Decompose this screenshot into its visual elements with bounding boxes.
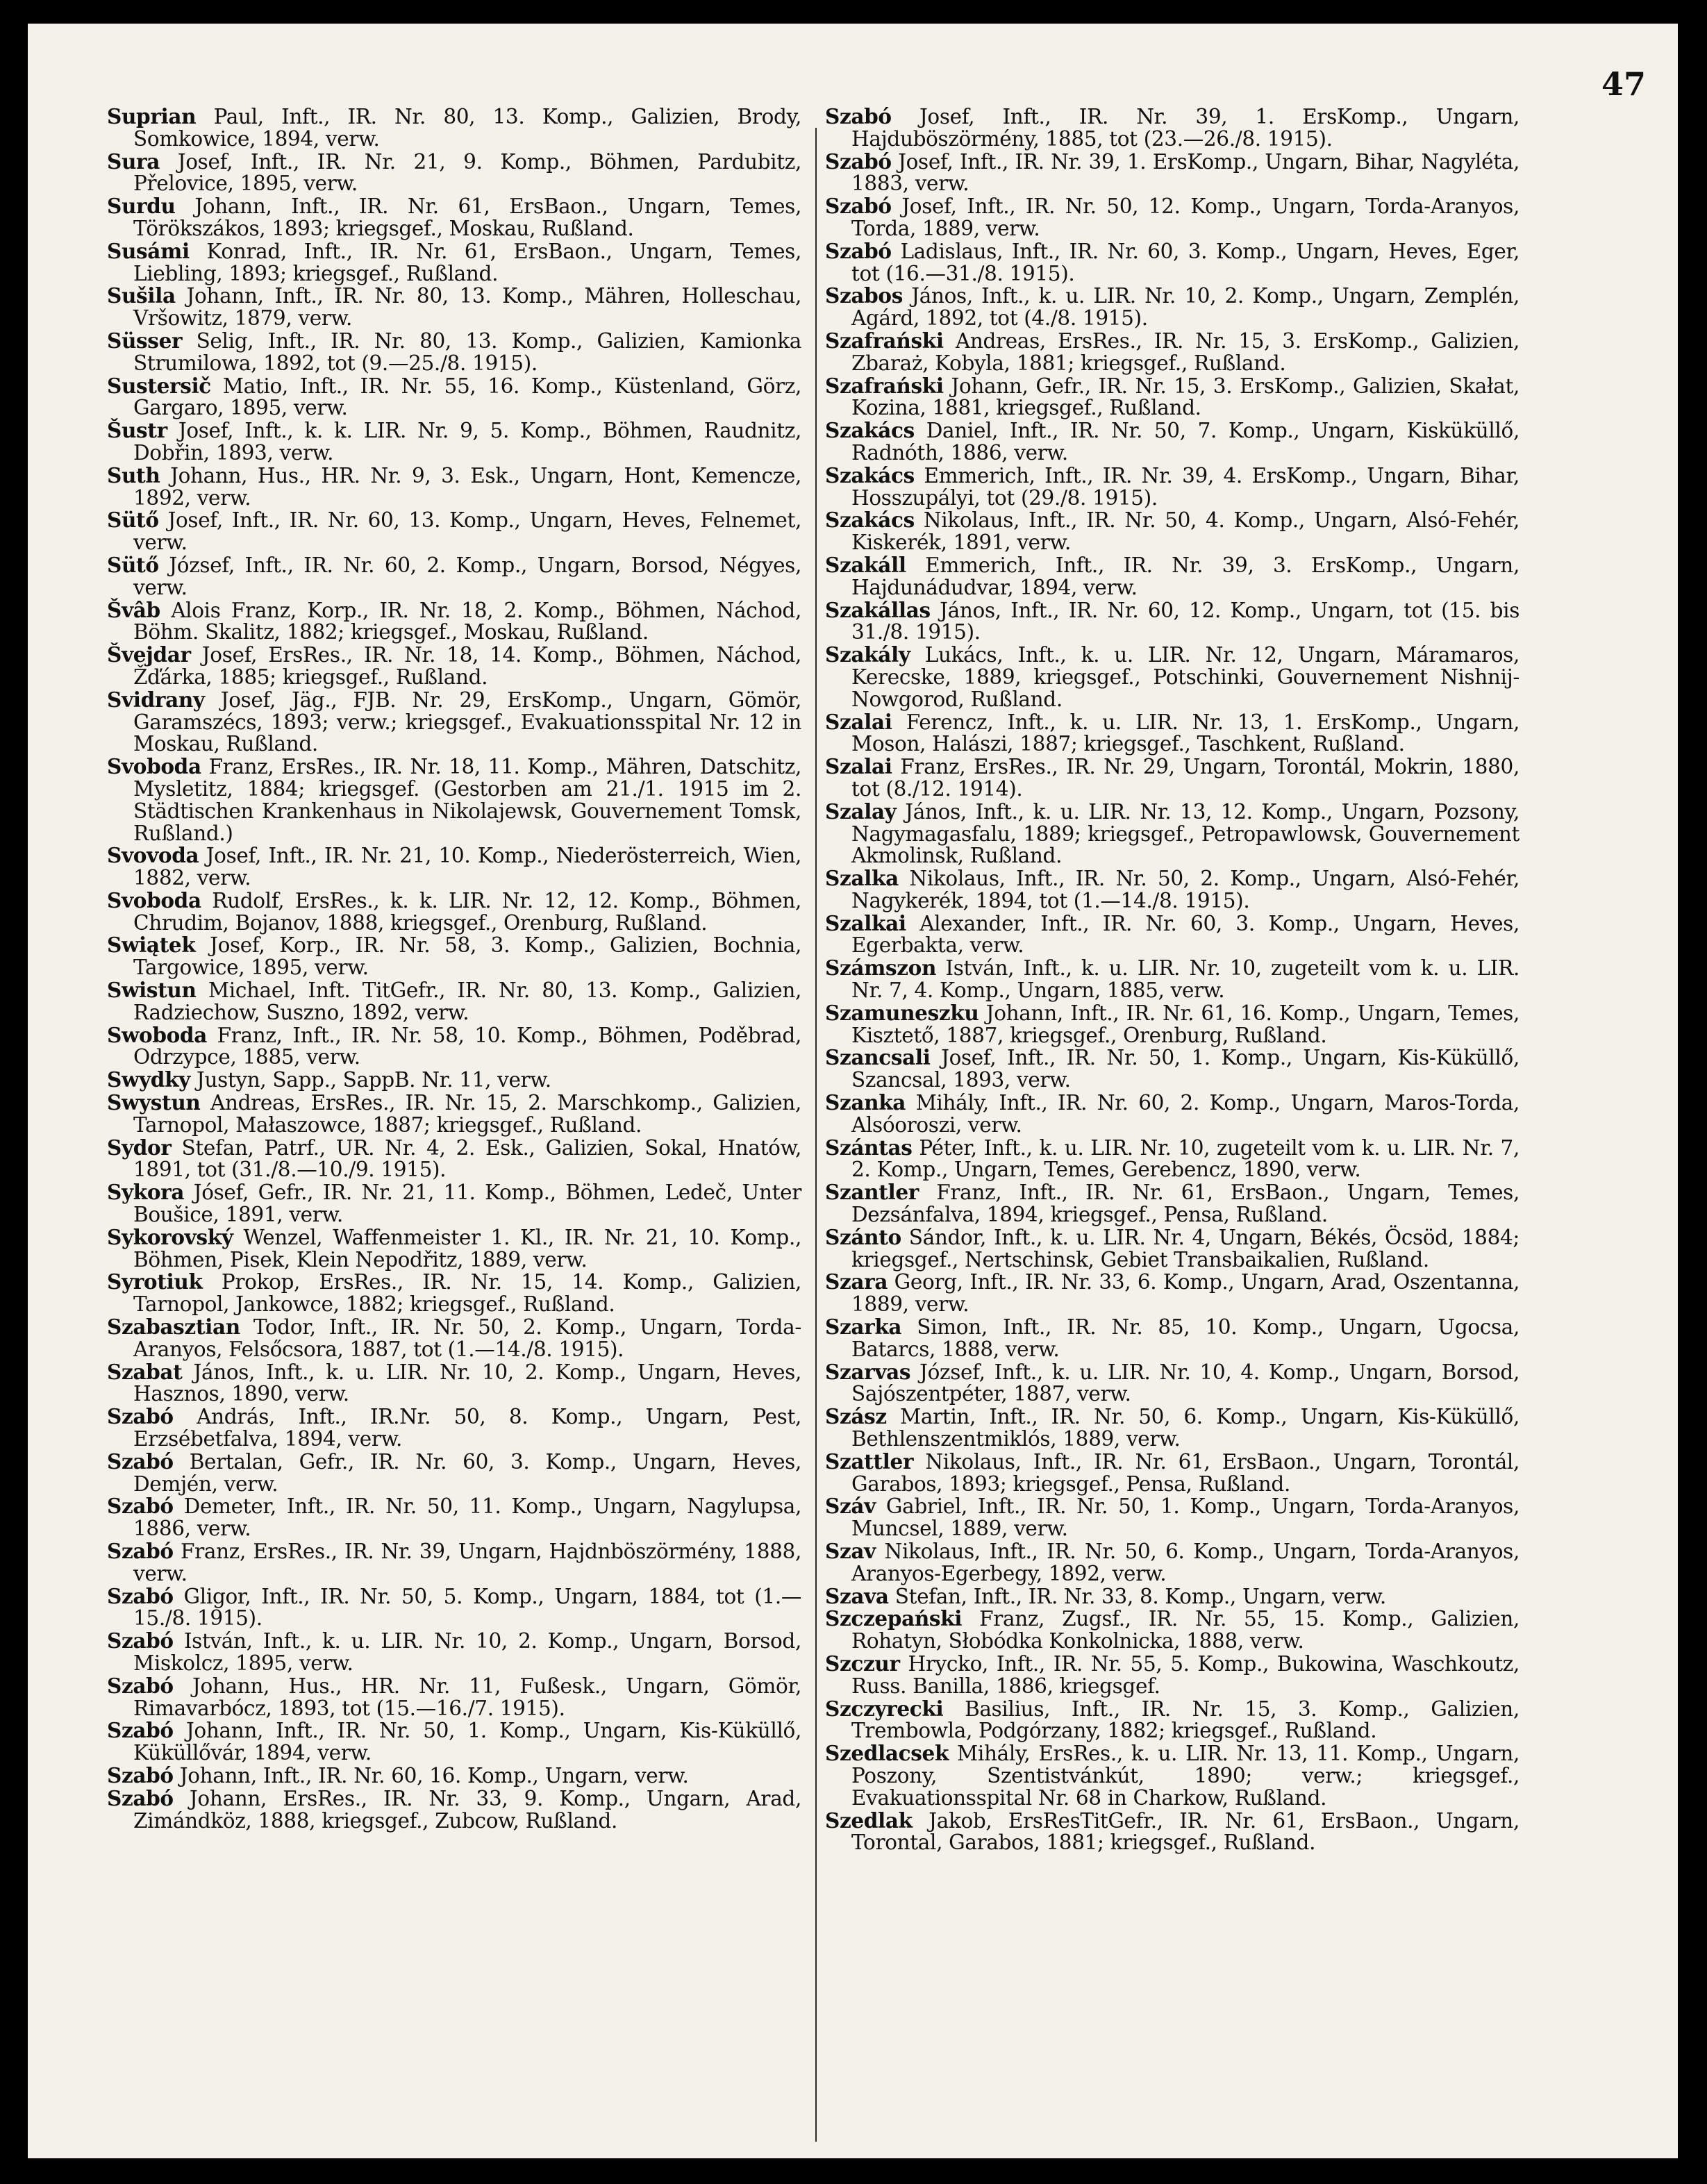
entry-surname: Sustersič bbox=[107, 373, 211, 398]
entry-surname: Švâb bbox=[107, 597, 160, 622]
list-entry bbox=[107, 1675, 801, 1720]
list-entry bbox=[825, 1181, 1519, 1226]
list-entry bbox=[825, 1271, 1519, 1316]
entry-details: Johann, Gefr., IR. Nr. 15, 3. ErsKomp., Galizien, Skałat, Kozina, 1881, kriegsgef., Rußland. bbox=[851, 374, 1519, 420]
entry-details: József, Inft., k. u. LIR. Nr. 10, 4. Komp., Ungarn, Borsod, Sajószentpéter, 1887, verw. bbox=[851, 1360, 1519, 1406]
list-entry bbox=[107, 644, 801, 689]
entry-details: Franz, ErsRes., IR. Nr. 39, Ungarn, Hajdnböszörmény, 1888, verw. bbox=[133, 1540, 801, 1585]
entry-surname: Sura bbox=[107, 149, 160, 174]
list-entry bbox=[107, 419, 801, 465]
entry-surname: Szalai bbox=[825, 754, 892, 779]
entry-details: Josef, Korp., IR. Nr. 58, 3. Komp., Galizien, Bochnia, Targowice, 1895, verw. bbox=[133, 933, 801, 980]
entry-details: Nikolaus, Inft., IR. Nr. 50, 4. Komp., Ungarn, Alsó-Fehér, Kiskerék, 1891, verw. bbox=[851, 508, 1519, 555]
entry-surname: Svoboda bbox=[107, 887, 201, 912]
entry-details: Johann, ErsRes., IR. Nr. 33, 9. Komp., Ungarn, Arad, Zimándköz, 1888, kriegsgef., Zubcow, Rußland. bbox=[133, 1786, 801, 1833]
entry-surname: Szabasztian bbox=[107, 1315, 240, 1340]
entry-details: Josef, Inft., IR. Nr. 50, 12. Komp., Ungarn, Torda-Aranyos, Torda, 1889, verw. bbox=[851, 194, 1519, 240]
list-entry bbox=[107, 330, 801, 375]
entry-surname: Szabó bbox=[107, 1449, 174, 1474]
entry-surname: Szattler bbox=[825, 1449, 914, 1474]
list-entry bbox=[825, 644, 1519, 710]
entry-details: János, Inft., k. u. LIR. Nr. 10, 2. Komp., Ungarn, Heves, Hasznos, 1890, verw. bbox=[133, 1360, 801, 1406]
entry-surname: Szász bbox=[825, 1404, 887, 1429]
entry-surname: Szakáll bbox=[825, 552, 906, 577]
list-entry bbox=[825, 240, 1519, 285]
entry-details: Bertalan, Gefr., IR. Nr. 60, 3. Komp., Ungarn, Heves, Demjén, verw. bbox=[133, 1449, 801, 1496]
entry-surname: Szara bbox=[825, 1269, 888, 1294]
entry-surname: Sütő bbox=[107, 552, 159, 577]
entry-details: Josef, Inft., IR. Nr. 50, 1. Komp., Ungarn, Kis-Küküllő, Szancsal, 1893, verw. bbox=[851, 1046, 1519, 1092]
list-entry bbox=[107, 1762, 801, 1787]
list-entry bbox=[107, 887, 801, 935]
entry-details: Nikolaus, Inft., IR. Nr. 61, ErsBaon., Ungarn, Torontál, Garabos, 1893; kriegsgef., Pensa, Rußland. bbox=[851, 1449, 1519, 1496]
entry-details: Franz, ErsRes., IR. Nr. 29, Ungarn, Torontál, Mokrin, 1880, tot (8./12. 1914). bbox=[851, 755, 1519, 801]
entry-details: Mihály, Inft., IR. Nr. 60, 2. Komp., Ungarn, Maros-Torda, Alsóoroszi, verw. bbox=[851, 1091, 1519, 1137]
entry-details: Basilius, Inft., IR. Nr. 15, 3. Komp., Galizien, Trembowla, Podgórzany, 1882; kriegsgef., Rußland. bbox=[851, 1697, 1519, 1743]
entry-surname: Szarvas bbox=[825, 1359, 911, 1384]
list-entry bbox=[107, 1024, 801, 1069]
entry-surname: Szabó bbox=[107, 1404, 174, 1429]
entry-surname: Szabó bbox=[107, 1583, 174, 1608]
entry-details: Alexander, Inft., IR. Nr. 60, 3. Komp., Ungarn, Heves, Egerbakta, verw. bbox=[851, 911, 1519, 958]
entry-details: Ferencz, Inft., k. u. LIR. Nr. 13, 1. ErsKomp., Ungarn, Moson, Halászi, 1887; kriegsgef., Taschkent, Rußland. bbox=[851, 710, 1519, 756]
entry-surname: Szafrański bbox=[825, 328, 944, 353]
entry-details: Johann, Hus., HR. Nr. 9, 3. Esk., Ungarn, Hont, Kemencze, 1892, verw. bbox=[133, 463, 801, 510]
list-entry bbox=[825, 330, 1519, 375]
entry-details: János, Inft., k. u. LIR. Nr. 13, 12. Komp., Ungarn, Pozsony, Nagymagasfalu, 1889; kriegsgef., Petropawlowsk, Gouvernement Akmolinsk, Rußland. bbox=[851, 799, 1519, 868]
entry-details: Wenzel, Waffenmeister 1. Kl., IR. Nr. 21, 10. Komp., Böhmen, Pisek, Klein Nepodřitz, 1889, verw. bbox=[133, 1225, 801, 1272]
entry-surname: Swystun bbox=[107, 1090, 201, 1115]
list-entry bbox=[107, 1316, 801, 1361]
entry-surname: Szav bbox=[825, 1539, 876, 1563]
entry-details: Johann, Inft., IR. Nr. 61, ErsBaon., Ungarn, Temes, Törökszákos, 1893; kriegsgef., Moskau, Rußland. bbox=[133, 194, 801, 240]
list-entry bbox=[107, 1719, 801, 1765]
entry-details: Josef, ErsRes., IR. Nr. 18, 14. Komp., Böhmen, Náchod, Žďárka, 1885; kriegsgef., Rußland. bbox=[133, 643, 801, 689]
entry-details: Josef, Jäg., FJB. Nr. 29, ErsKomp., Ungarn, Gömör, Garamszécs, 1893; verw.; kriegsgef., Evakuationsspital Nr. 12 in Moskau, Rußland. bbox=[133, 687, 801, 756]
entry-details: Daniel, Inft., IR. Nr. 50, 7. Komp., Ungarn, Kisküküllő, Radnóth, 1886, verw. bbox=[851, 419, 1519, 465]
entry-details: Emmerich, Inft., IR. Nr. 39, 3. ErsKomp., Ungarn, Hajdunádudvar, 1894, verw. bbox=[851, 553, 1519, 599]
list-entry bbox=[825, 375, 1519, 420]
entry-details: Franz, ErsRes., IR. Nr. 18, 11. Komp., Mähren, Datschitz, Mysletitz, 1884; kriegsgef. (Gestorben am 21./1. 1915 im 2. Städtischen Krankenhaus in Nikolajewsk, Gouvernement Tomsk, Rußland.) bbox=[133, 755, 801, 845]
list-entry bbox=[825, 1361, 1519, 1406]
entry-surname: Sykorovský bbox=[107, 1224, 233, 1249]
list-entry bbox=[107, 462, 801, 510]
entry-details: Ladislaus, Inft., IR. Nr. 60, 3. Komp., Ungarn, Heves, Eger, tot (16.—31./8. 1915). bbox=[851, 239, 1519, 285]
entry-surname: Szabat bbox=[107, 1359, 183, 1384]
list-entry bbox=[825, 756, 1519, 801]
list-entry bbox=[107, 689, 801, 756]
entry-surname: Szabó bbox=[107, 1785, 174, 1810]
entry-details: Jósef, Gefr., IR. Nr. 21, 11. Komp., Böhmen, Ledeč, Unter Boušice, 1891, verw. bbox=[133, 1181, 801, 1227]
list-entry bbox=[825, 1406, 1519, 1451]
entry-surname: Szakács bbox=[825, 418, 915, 443]
entry-surname: Swistun bbox=[107, 978, 197, 1003]
list-entry bbox=[107, 844, 801, 890]
right-column bbox=[825, 106, 1519, 1854]
entry-surname: Szakács bbox=[825, 462, 915, 487]
list-entry bbox=[825, 106, 1519, 151]
list-entry bbox=[107, 979, 801, 1024]
entry-surname: Szczyrecki bbox=[825, 1696, 944, 1721]
entry-surname: Szabó bbox=[825, 104, 892, 128]
entry-surname: Szakály bbox=[825, 642, 910, 667]
list-entry bbox=[825, 1698, 1519, 1743]
entry-details: Todor, Inft., IR. Nr. 50, 2. Komp., Ungarn, Torda-Aranyos, Felsőcsora, 1887, tot (1.—14./8. 1915). bbox=[133, 1315, 801, 1361]
entry-surname: Szalai bbox=[825, 709, 892, 734]
entry-details: Gabriel, Inft., IR. Nr. 50, 1. Komp., Ungarn, Torda-Aranyos, Muncsel, 1889, verw. bbox=[851, 1494, 1519, 1541]
entry-surname: Szabó bbox=[107, 1628, 174, 1653]
entry-surname: Szedlak bbox=[825, 1808, 913, 1833]
entry-details: Johann, Inft., IR. Nr. 60, 16. Komp., Ungarn, verw. bbox=[173, 1763, 689, 1787]
entry-details: Michael, Inft. TitGefr., IR. Nr. 80, 13. Komp., Galizien, Radziechow, Suszno, 1892, verw. bbox=[133, 978, 801, 1024]
entry-surname: Szalay bbox=[825, 799, 897, 824]
entry-surname: Szántas bbox=[825, 1135, 913, 1160]
entry-details: Johann, Inft., IR. Nr. 80, 13. Komp., Mähren, Holleschau, Vršowitz, 1879, verw. bbox=[133, 284, 801, 331]
list-entry bbox=[107, 1451, 801, 1496]
entry-details: István, Inft., k. u. LIR. Nr. 10, zugeteilt vom k. u. LIR. Nr. 7, 4. Komp., Ungarn, 1885, verw. bbox=[851, 956, 1519, 1003]
entry-details: János, Inft., IR. Nr. 60, 12. Komp., Ungarn, tot (15. bis 31./8. 1915). bbox=[851, 598, 1519, 644]
entry-surname: Swoboda bbox=[107, 1022, 207, 1047]
list-entry bbox=[107, 1787, 801, 1833]
entry-surname: Szabó bbox=[107, 1762, 174, 1787]
list-entry bbox=[107, 1092, 801, 1137]
column-divider bbox=[815, 128, 817, 2142]
list-entry bbox=[107, 1630, 801, 1675]
entry-details: Andreas, ErsRes., IR. Nr. 15, 2. Marschkomp., Galizien, Tarnopol, Małaszowce, 1887; kriegsgef., Rußland. bbox=[133, 1091, 801, 1137]
list-entry bbox=[825, 151, 1519, 196]
entry-surname: Sütő bbox=[107, 508, 159, 533]
entry-surname: Susámi bbox=[107, 238, 190, 263]
entry-details: Josef, Inft., IR. Nr. 39, 1. ErsKomp., Ungarn, Hajduböszörmény, 1885, tot (23.—26./8. 1915). bbox=[851, 105, 1519, 151]
entry-surname: Szabó bbox=[107, 1673, 174, 1698]
list-entry bbox=[825, 195, 1519, 240]
entry-surname: Szalka bbox=[825, 866, 899, 891]
list-entry bbox=[825, 462, 1519, 510]
list-entry bbox=[825, 957, 1519, 1002]
entry-details: Rudolf, ErsRes., k. k. LIR. Nr. 12, 12. Komp., Böhmen, Chrudim, Bojanov, 1888, kriegsgef., Orenburg, Rußland. bbox=[133, 888, 801, 935]
entry-surname: Swydky bbox=[107, 1067, 190, 1092]
list-entry bbox=[107, 1406, 801, 1451]
list-entry bbox=[107, 599, 801, 644]
entry-details: Georg, Inft., IR. Nr. 33, 6. Komp., Ungarn, Arad, Oszentanna, 1889, verw. bbox=[851, 1270, 1519, 1317]
entry-surname: Számszon bbox=[825, 956, 937, 981]
list-entry bbox=[107, 285, 801, 330]
list-entry bbox=[825, 1137, 1519, 1182]
entry-surname: Šustr bbox=[107, 418, 167, 443]
entry-surname: Szabó bbox=[825, 149, 892, 174]
list-entry bbox=[107, 1069, 801, 1092]
entry-surname: Švejdar bbox=[107, 642, 191, 667]
list-entry bbox=[825, 285, 1519, 330]
entry-details: Alois Franz, Korp., IR. Nr. 18, 2. Komp., Böhmen, Náchod, Böhm. Skalitz, 1882; kriegsgef., Moskau, Rußland. bbox=[133, 598, 801, 644]
list-entry bbox=[825, 1092, 1519, 1137]
entry-details: Josef, Inft., IR. Nr. 21, 10. Komp., Niederösterreich, Wien, 1882, verw. bbox=[133, 844, 801, 890]
entry-surname: Svidrany bbox=[107, 687, 205, 712]
entry-details: Josef, Inft., IR. Nr. 39, 1. ErsKomp., Ungarn, Bihar, Nagyléta, 1883, verw. bbox=[851, 149, 1519, 196]
list-entry bbox=[825, 1316, 1519, 1361]
entry-surname: Swiątek bbox=[107, 933, 196, 958]
entry-details: Mihály, ErsRes., k. u. LIR. Nr. 13, 11. Komp., Ungarn, Poszony, Szentistvánkút, 1890; verw.; kriegsgef., Evakuationsspital Nr. 68 in Charkow, Rußland. bbox=[851, 1742, 1519, 1810]
list-entry bbox=[107, 1495, 801, 1540]
entry-surname: Syrotiuk bbox=[107, 1269, 203, 1294]
list-entry bbox=[107, 151, 801, 196]
list-entry bbox=[107, 509, 801, 554]
entry-details: Nikolaus, Inft., IR. Nr. 50, 6. Komp., Ungarn, Torda-Aranyos, Aranyos-Egerbegy, 1892, verw. bbox=[851, 1540, 1519, 1585]
entry-details: Paul, Inft., IR. Nr. 80, 13. Komp., Galizien, Brody, Somkowice, 1894, verw. bbox=[133, 105, 801, 151]
list-entry bbox=[825, 419, 1519, 465]
entry-surname: Szabó bbox=[825, 238, 892, 263]
list-entry bbox=[825, 1451, 1519, 1496]
list-entry bbox=[107, 1181, 801, 1226]
entry-surname: Sykora bbox=[107, 1180, 185, 1205]
list-entry bbox=[107, 375, 801, 420]
list-entry bbox=[107, 240, 801, 285]
list-entry bbox=[107, 195, 801, 240]
entry-details: Nikolaus, Inft., IR. Nr. 50, 2. Komp., Ungarn, Alsó-Fehér, Nagykerék, 1894, tot (1.—14./8. 1915). bbox=[851, 867, 1519, 912]
entry-surname: Surdu bbox=[107, 194, 176, 219]
entry-surname: Szanka bbox=[825, 1090, 906, 1115]
entry-details: Prokop, ErsRes., IR. Nr. 15, 14. Komp., Galizien, Tarnopol, Jankowce, 1882; kriegsgef., Rußland. bbox=[133, 1270, 801, 1317]
entry-details: Konrad, Inft., IR. Nr. 61, ErsBaon., Ungarn, Temes, Liebling, 1893; kriegsgef., Rußland. bbox=[133, 239, 801, 285]
list-entry bbox=[825, 509, 1519, 554]
entry-details: Johann, Inft., IR. Nr. 61, 16. Komp., Ungarn, Temes, Kisztető, 1887, kriegsgef., Orenburg, Rußland. bbox=[851, 1001, 1519, 1047]
entry-surname: Szafrański bbox=[825, 373, 944, 398]
entry-details: Jakob, ErsResTitGefr., IR. Nr. 61, ErsBaon., Ungarn, Torontal, Garabos, 1881; kriegsgef., Rußland. bbox=[851, 1808, 1519, 1855]
entry-details: András, Inft., IR.Nr. 50, 8. Komp., Ungarn, Pest, Erzsébetfalva, 1894, verw. bbox=[133, 1405, 801, 1451]
list-entry bbox=[825, 1653, 1519, 1698]
entry-details: Andreas, ErsRes., IR. Nr. 15, 3. ErsKomp., Galizien, Zbaraż, Kobyla, 1881; kriegsgef., Rußland. bbox=[851, 328, 1519, 375]
entry-details: Hrycko, Inft., IR. Nr. 55, 5. Komp., Bukowina, Waschkoutz, Russ. Banilla, 1886, kriegsgef. bbox=[851, 1651, 1519, 1698]
list-entry bbox=[107, 1361, 801, 1406]
entry-surname: Suprian bbox=[107, 104, 197, 128]
entry-surname: Szalkai bbox=[825, 910, 906, 935]
list-entry bbox=[825, 1047, 1519, 1092]
list-entry bbox=[825, 1495, 1519, 1540]
entry-details: Gligor, Inft., IR. Nr. 50, 5. Komp., Ungarn, 1884, tot (1.—15./8. 1915). bbox=[133, 1584, 801, 1631]
entry-details: Josef, Inft., IR. Nr. 60, 13. Komp., Ungarn, Heves, Felnemet, verw. bbox=[133, 508, 801, 555]
list-entry bbox=[107, 1137, 801, 1182]
page-number: 47 bbox=[1601, 65, 1646, 103]
entry-details: Emmerich, Inft., IR. Nr. 39, 4. ErsKomp., Ungarn, Bihar, Hosszupályi, tot (29./8. 1915). bbox=[851, 463, 1519, 510]
left-column bbox=[107, 106, 801, 1832]
entry-details: Stefan, Patrf., UR. Nr. 4, 2. Esk., Galizien, Sokal, Hnatów, 1891, tot (31./8.—10./9. 1915). bbox=[133, 1135, 801, 1182]
entry-details: Johann, Inft., IR. Nr. 50, 1. Komp., Ungarn, Kis-Küküllő, Küküllővár, 1894, verw. bbox=[133, 1719, 801, 1765]
document-page bbox=[28, 24, 1678, 2158]
entry-details: Demeter, Inft., IR. Nr. 50, 11. Komp., Ungarn, Nagylupsa, 1886, verw. bbox=[133, 1494, 801, 1541]
entry-surname: Szabó bbox=[825, 194, 892, 219]
entry-surname: Süsser bbox=[107, 328, 183, 353]
entry-surname: Szava bbox=[825, 1583, 889, 1608]
list-entry bbox=[825, 1742, 1519, 1809]
entry-surname: Szczur bbox=[825, 1651, 900, 1676]
entry-surname: Szabó bbox=[107, 1494, 174, 1519]
entry-surname: Szarka bbox=[825, 1315, 902, 1340]
entry-details: Péter, Inft., k. u. LIR. Nr. 10, zugeteilt vom k. u. LIR. Nr. 7, 2. Komp., Ungarn, Temes, Gerebencz, 1890, verw. bbox=[851, 1135, 1519, 1182]
list-entry bbox=[107, 756, 801, 844]
list-entry bbox=[825, 867, 1519, 912]
entry-surname: Szabos bbox=[825, 283, 903, 308]
list-entry bbox=[825, 1226, 1519, 1272]
list-entry bbox=[825, 1608, 1519, 1653]
list-entry bbox=[825, 1002, 1519, 1047]
entry-details: Josef, Inft., IR. Nr. 21, 9. Komp., Böhmen, Pardubitz, Přelovice, 1895, verw. bbox=[133, 149, 801, 196]
list-entry bbox=[107, 934, 801, 979]
entry-details: István, Inft., k. u. LIR. Nr. 10, 2. Komp., Ungarn, Borsod, Miskolcz, 1895, verw. bbox=[133, 1629, 801, 1675]
list-entry bbox=[825, 1540, 1519, 1585]
entry-details: Johann, Hus., HR. Nr. 11, Fußesk., Ungarn, Gömör, Rimavarbócz, 1893, tot (15.—16./7. 1915). bbox=[133, 1674, 801, 1720]
entry-details: Franz, Inft., IR. Nr. 61, ErsBaon., Ungarn, Temes, Dezsánfalva, 1894, kriegsgef., Pensa, Rußland. bbox=[851, 1181, 1519, 1227]
entry-details: József, Inft., IR. Nr. 60, 2. Komp., Ungarn, Borsod, Négyes, verw. bbox=[133, 553, 801, 599]
list-entry bbox=[825, 711, 1519, 756]
entry-surname: Szedlacsek bbox=[825, 1741, 949, 1766]
entry-details: Simon, Inft., IR. Nr. 85, 10. Komp., Ungarn, Ugocsa, Batarcs, 1888, verw. bbox=[851, 1315, 1519, 1361]
entry-surname: Szamuneszku bbox=[825, 1000, 979, 1025]
entry-details: Stefan, Inft., IR. Nr. 33, 8. Komp., Ungarn, verw. bbox=[888, 1584, 1386, 1608]
list-entry bbox=[107, 1271, 801, 1316]
entry-surname: Szakács bbox=[825, 508, 915, 533]
entry-surname: Szakállas bbox=[825, 597, 931, 622]
entry-surname: Szabó bbox=[107, 1539, 174, 1563]
list-entry bbox=[825, 801, 1519, 867]
entry-details: Sándor, Inft., k. u. LIR. Nr. 4, Ungarn, Békés, Öcsöd, 1884; kriegsgef., Nertschinsk, Gebiet Transbaikalien, Rußland. bbox=[851, 1225, 1519, 1272]
entry-surname: Száv bbox=[825, 1494, 876, 1519]
entry-surname: Szancsali bbox=[825, 1045, 931, 1070]
list-entry bbox=[107, 1226, 801, 1272]
list-entry bbox=[107, 106, 801, 151]
entry-details: Justyn, Sapp., SappB. Nr. 11, verw. bbox=[190, 1068, 551, 1092]
entry-surname: Szczepański bbox=[825, 1606, 963, 1631]
list-entry bbox=[107, 1585, 801, 1631]
list-entry bbox=[825, 599, 1519, 644]
list-entry bbox=[107, 1540, 801, 1585]
entry-surname: Sušila bbox=[107, 283, 176, 308]
entry-surname: Svoboda bbox=[107, 754, 201, 779]
entry-details: Matio, Inft., IR. Nr. 55, 16. Komp., Küstenland, Görz, Gargaro, 1895, verw. bbox=[133, 374, 801, 420]
entry-surname: Szánto bbox=[825, 1224, 901, 1249]
entry-details: Franz, Inft., IR. Nr. 58, 10. Komp., Böhmen, Poděbrad, Odrzypce, 1885, verw. bbox=[133, 1023, 801, 1069]
entry-details: Lukács, Inft., k. u. LIR. Nr. 12, Ungarn, Máramaros, Kerecske, 1889, kriegsgef., Potschinki, Gouvernement Nishnij-Nowgorod, Rußland. bbox=[851, 643, 1519, 711]
entry-details: Franz, Zugsf., IR. Nr. 55, 15. Komp., Galizien, Rohatyn, Słobódka Konkolnicka, 1888, verw. bbox=[851, 1607, 1519, 1653]
entry-surname: Szantler bbox=[825, 1180, 919, 1205]
entry-surname: Svovoda bbox=[107, 843, 199, 868]
entry-surname: Sydor bbox=[107, 1135, 172, 1160]
list-entry bbox=[825, 912, 1519, 958]
list-entry bbox=[107, 554, 801, 599]
entry-surname: Suth bbox=[107, 462, 160, 487]
entry-details: János, Inft., k. u. LIR. Nr. 10, 2. Komp., Ungarn, Zemplén, Agárd, 1892, tot (4./8. 1915). bbox=[851, 284, 1519, 331]
list-entry bbox=[825, 554, 1519, 599]
entry-details: Martin, Inft., IR. Nr. 50, 6. Komp., Ungarn, Kis-Küküllő, Bethlenszentmiklós, 1889, verw. bbox=[851, 1405, 1519, 1451]
list-entry bbox=[825, 1585, 1519, 1608]
entry-surname: Szabó bbox=[107, 1718, 174, 1743]
list-entry bbox=[825, 1810, 1519, 1855]
entry-details: Selig, Inft., IR. Nr. 80, 13. Komp., Galizien, Kamionka Strumilowa, 1892, tot (9.—25./8. 1915). bbox=[133, 328, 801, 375]
entry-details: Josef, Inft., k. k. LIR. Nr. 9, 5. Komp., Böhmen, Raudnitz, Dobřin, 1893, verw. bbox=[133, 419, 801, 465]
